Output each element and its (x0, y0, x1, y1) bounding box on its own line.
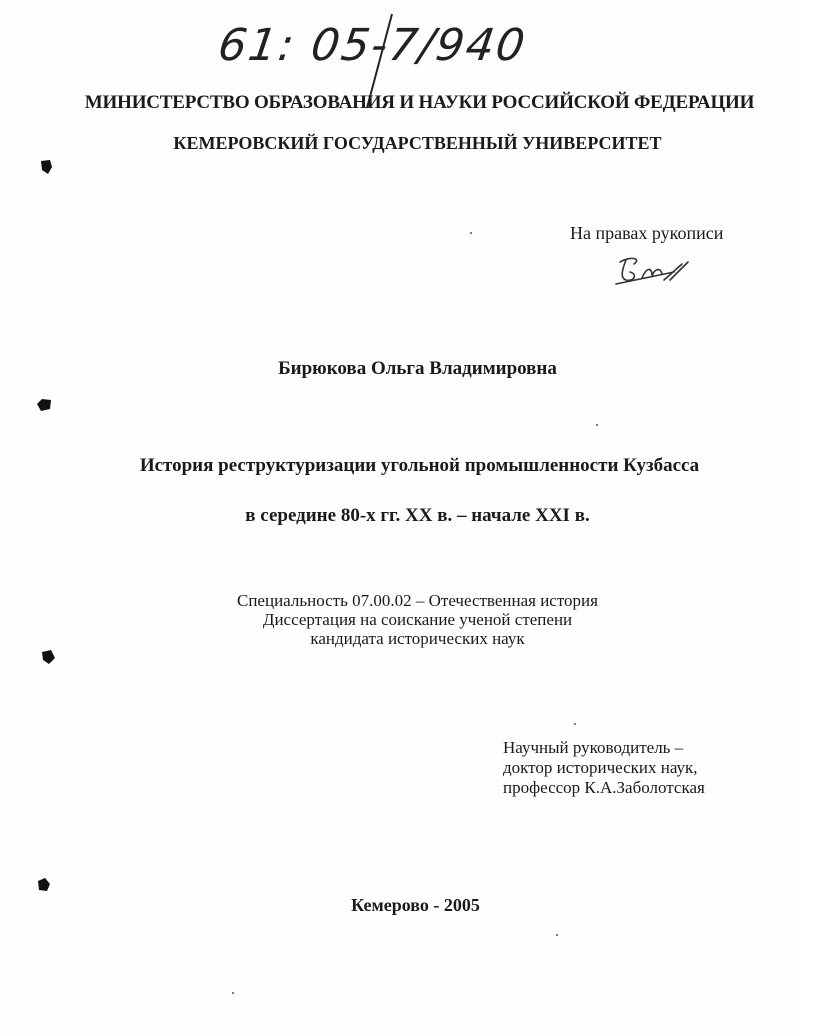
university-heading: КЕМЕРОВСКИЙ ГОСУДАРСТВЕННЫЙ УНИВЕРСИТЕТ (173, 133, 662, 153)
scan-speck (556, 934, 558, 936)
binding-hole-mark (38, 158, 54, 176)
binding-hole-mark (36, 396, 52, 414)
archive-number-text: 61: 05-7/940 (215, 20, 530, 71)
handwritten-signature (612, 250, 702, 292)
manuscript-rights-note: На правах рукописи (570, 223, 724, 243)
supervisor-block (503, 738, 705, 798)
degree-field-line: кандидата исторических наук (310, 629, 525, 648)
supervisor-role: Научный руководитель – (503, 738, 684, 757)
degree-line: Диссертация на соискание ученой степени (262, 610, 573, 629)
binding-hole-mark (40, 648, 56, 666)
scan-speck (232, 992, 234, 994)
dissertation-title-line-2: в середине 80-х гг. XX в. – начале XXI в. (245, 505, 590, 526)
city-year: Кемерово - 2005 (351, 895, 480, 915)
dissertation-title-line-1: История реструктуризации угольной промышленности Кузбасса (139, 455, 700, 476)
scan-speck (574, 723, 576, 725)
binding-hole-mark (35, 876, 51, 894)
author-name: Бирюкова Ольга Владимировна (278, 358, 557, 379)
scan-speck (470, 232, 472, 234)
scan-speck (596, 424, 598, 426)
supervisor-name: профессор К.А.Заболотская (503, 778, 705, 797)
ministry-heading: МИНИСТЕРСТВО ОБРАЗОВАНИЯ И НАУКИ РОССИЙСКОЙ ФЕДЕРАЦИИ (84, 92, 755, 113)
specialty-block (18, 591, 817, 648)
specialty-line: Специальность 07.00.02 – Отечественная история (237, 591, 598, 610)
supervisor-degree: доктор исторических наук, (503, 758, 698, 777)
